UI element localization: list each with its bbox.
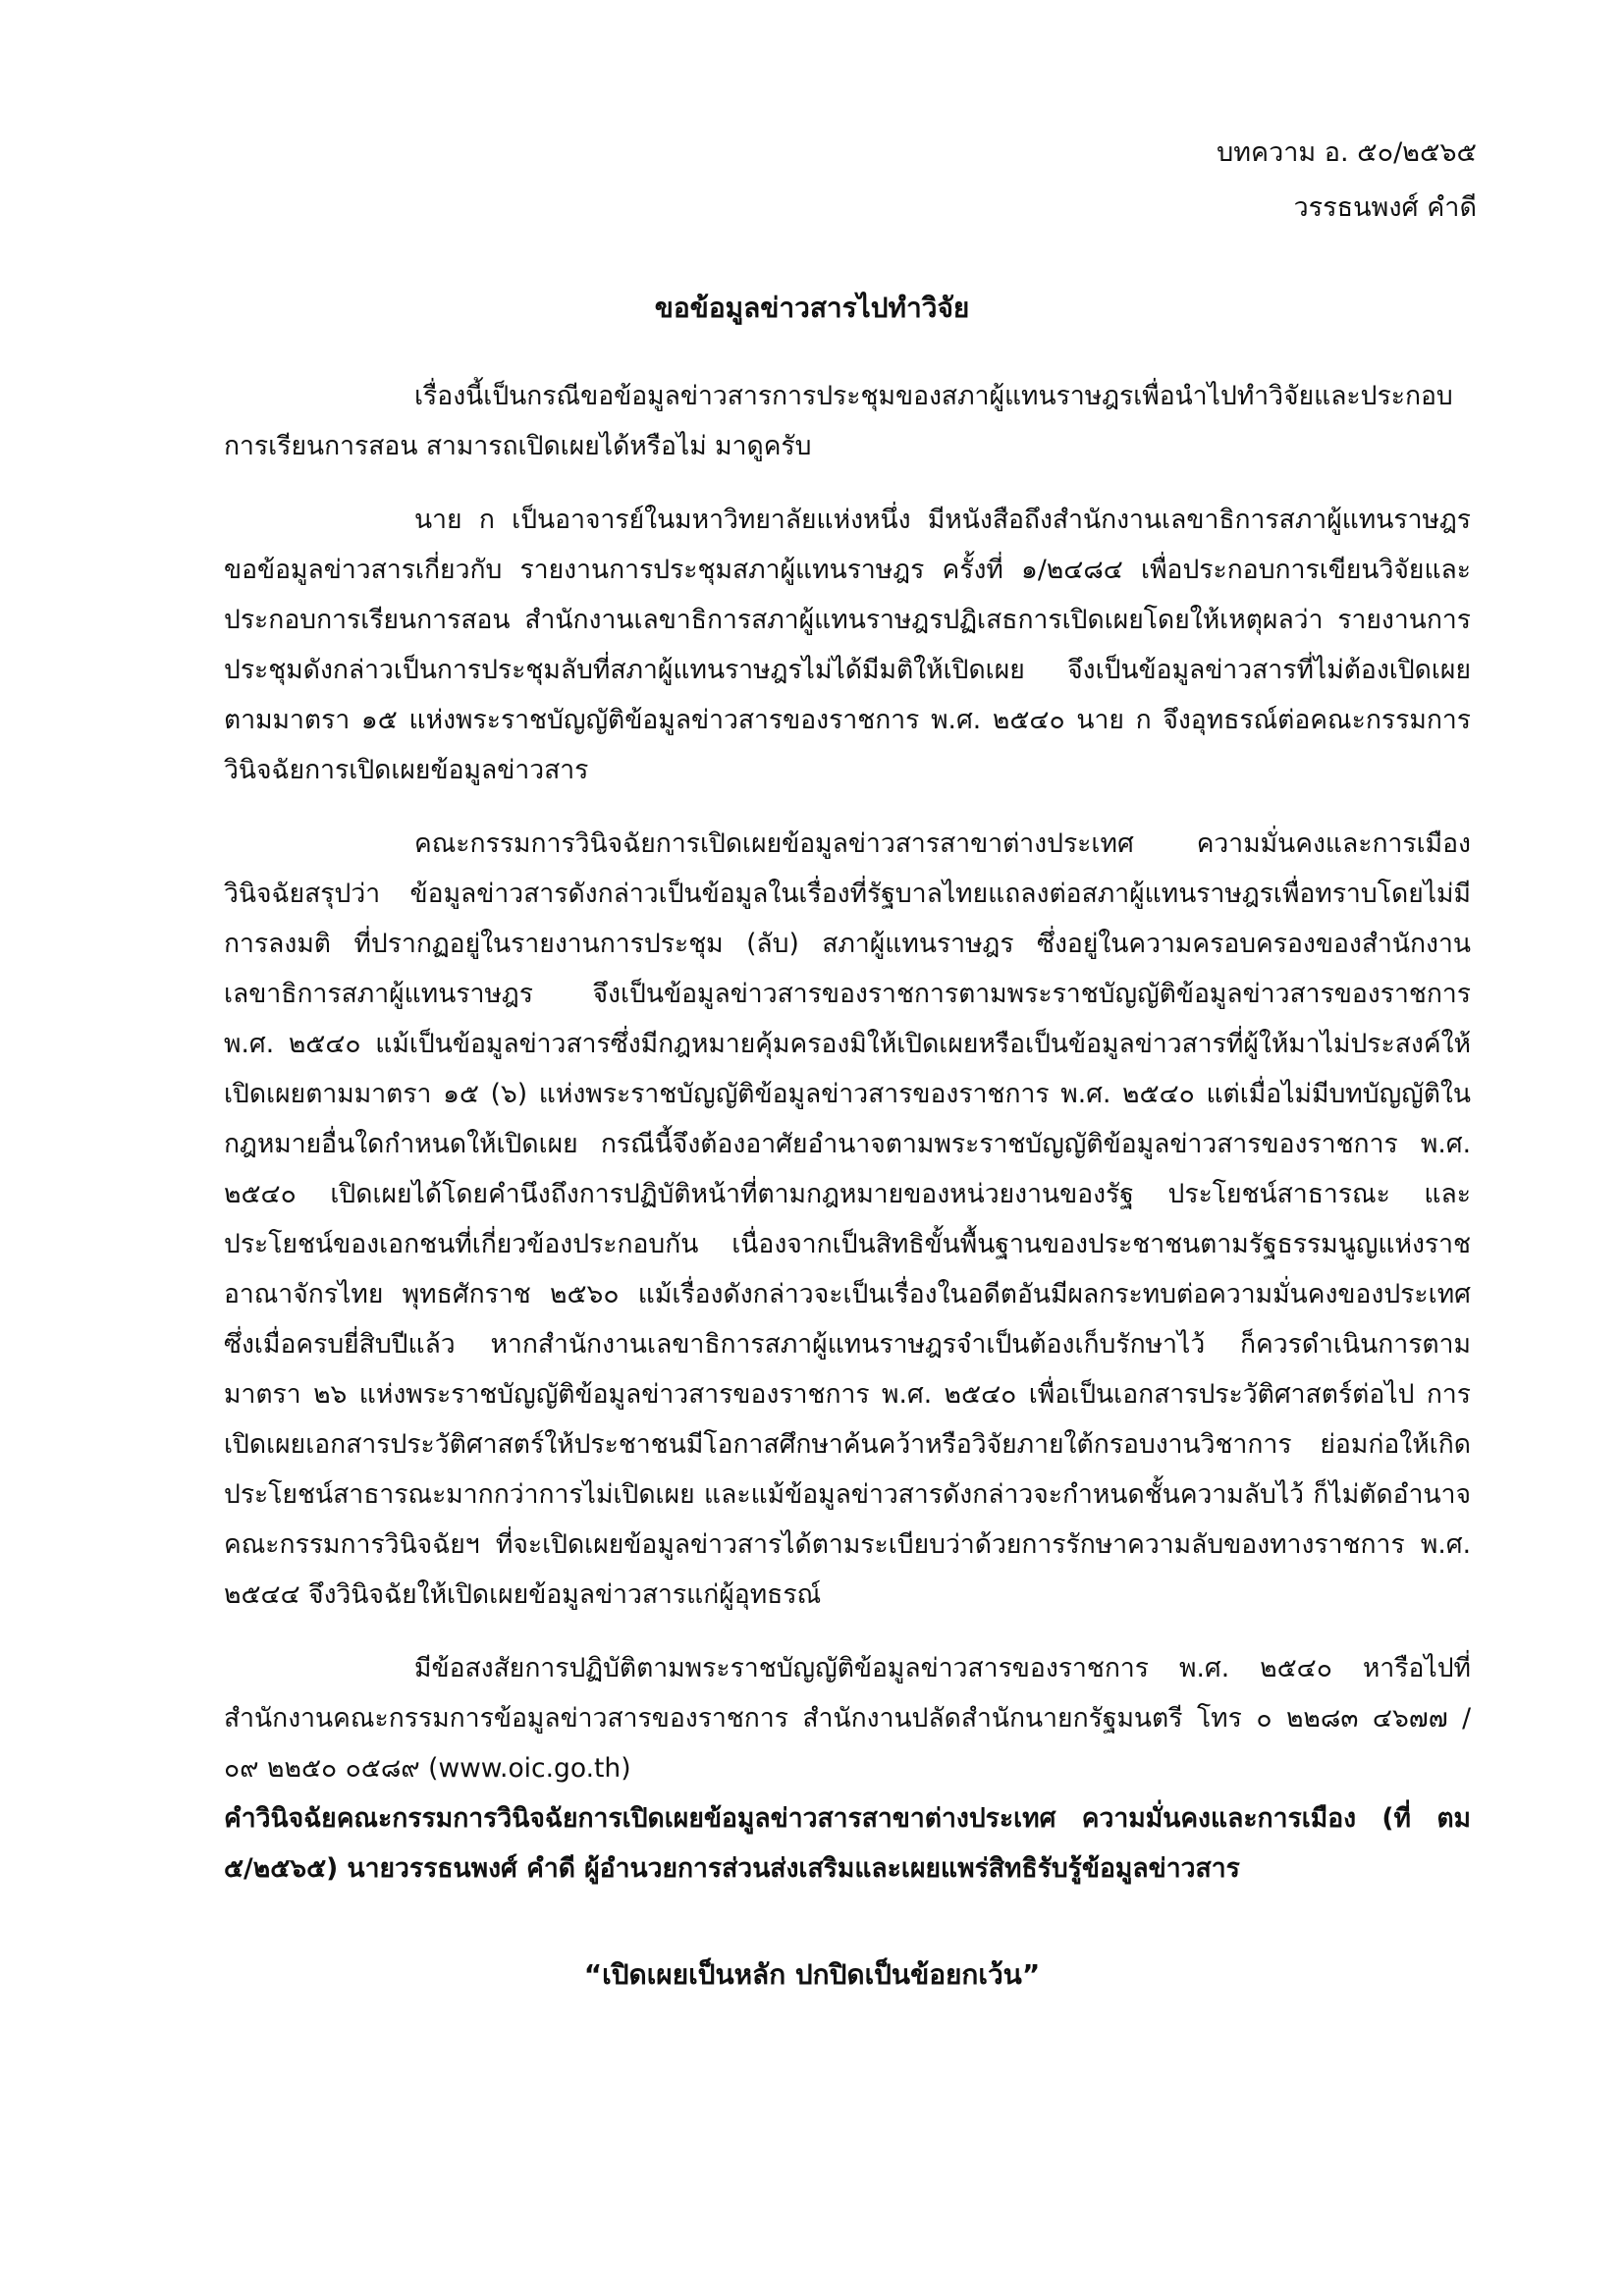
paragraph-case: นาย ก เป็นอาจารย์ในมหาวิทยาลัยแห่งหนึ่ง มีหนังสือถึงสำนักงานเลขาธิการสภาผู้แทนราษฎร ขอข้อมูลข่าวสารเกี่ยวกับ รายงานการประชุมสภาผู้แทนราษฎร ครั้งที่ ๑/๒๔๘๔ เพื่อประกอบการเขียนวิจัยและประกอบการเรียนการสอน สำนักงานเลขาธิการสภาผู้แทนราษฎรปฏิเสธการเปิดเผยโดยให้เหตุผลว่า รายงานการประชุมดังกล่าวเป็นการประชุมลับที่สภาผู้แทนราษฎรไม่ได้มีมติให้เปิดเผย จึงเป็นข้อมูลข่าวสารที่ไม่ต้องเปิดเผยตามมาตรา ๑๕ แห่งพระราชบัญญัติข้อมูลข่าวสารของราชการ พ.ศ. ๒๕๔๐ นาย ก จึงอุทธรณ์ต่อคณะกรรมการวินิจฉัยการเปิดเผยข้อมูลข่าวสาร: [224, 505, 1471, 785]
article-number: บทความ อ. ๕๐/๒๕๖๕: [1217, 137, 1477, 168]
author-name: วรรธนพงศ์ คำดี: [1293, 192, 1477, 223]
ruling-reference: คำวินิจฉัยคณะกรรมการวินิจฉัยการเปิดเผยข้อมูลข่าวสารสาขาต่างประเทศ ความมั่นคงและการเมือง (ที่ ตม ๕/๒๕๖๕) นายวรรธนพงศ์ คำดี ผู้อำนวยการส่วนส่งเสริมและเผยแพร่สิทธิรับรู้ข้อมูลข่าวสาร: [224, 1803, 1471, 1884]
document-header: [1217, 126, 1477, 236]
paragraph-intro: เรื่องนี้เป็นกรณีขอข้อมูลข่าวสารการประชุมของสภาผู้แทนราษฎรเพื่อนำไปทำวิจัยและประกอบการเรียนการสอน สามารถเปิดเผยได้หรือไม่ มาดูครับ: [224, 381, 1453, 461]
paragraph-contact: มีข้อสงสัยการปฏิบัติตามพระราชบัญญัติข้อมูลข่าวสารของราชการ พ.ศ. ๒๕๔๐ หารือไปที่สำนักงานคณะกรรมการข้อมูลข่าวสารของราชการ สำนักงานปลัดสำนักนายกรัฐมนตรี โทร ๐ ๒๒๘๓ ๔๖๗๗ / ๐๙ ๒๒๕๐ ๐๕๘๙ (www.oic.go.th): [224, 1653, 1471, 1784]
paragraph-decision: คณะกรรมการวินิจฉัยการเปิดเผยข้อมูลข่าวสารสาขาต่างประเทศ ความมั่นคงและการเมือง วินิจฉัยสรุปว่า ข้อมูลข่าวสารดังกล่าวเป็นข้อมูลในเรื่องที่รัฐบาลไทยแถลงต่อสภาผู้แทนราษฎรเพื่อทราบโดยไม่มีการลงมติ ที่ปรากฏอยู่ในรายงานการประชุม (ลับ) สภาผู้แทนราษฎร ซึ่งอยู่ในความครอบครองของสำนักงานเลขาธิการสภาผู้แทนราษฎร จึงเป็นข้อมูลข่าวสารของราชการตามพระราชบัญญัติข้อมูลข่าวสารของราชการ พ.ศ. ๒๕๔๐ แม้เป็นข้อมูลข่าวสารซึ่งมีกฎหมายคุ้มครองมิให้เปิดเผยหรือเป็นข้อมูลข่าวสารที่ผู้ให้มาไม่ประสงค์ให้เปิดเผยตามมาตรา ๑๕ (๖) แห่งพระราชบัญญัติข้อมูลข่าวสารของราชการ พ.ศ. ๒๕๔๐ แต่เมื่อไม่มีบทบัญญัติในกฎหมายอื่นใดกำหนดให้เปิดเผย กรณีนี้จึงต้องอาศัยอำนาจตามพระราชบัญญัติข้อมูลข่าวสารของราชการ พ.ศ. ๒๕๔๐ เปิดเผยได้โดยคำนึงถึงการปฏิบัติหน้าที่ตามกฎหมายของหน่วยงานของรัฐ ประโยชน์สาธารณะ และประโยชน์ของเอกชนที่เกี่ยวข้องประกอบกัน เนื่องจากเป็นสิทธิขั้นพื้นฐานของประชาชนตามรัฐธรรมนูญแห่งราชอาณาจักรไทย พุทธศักราช ๒๕๖๐ แม้เรื่องดังกล่าวจะเป็นเรื่องในอดีตอันมีผลกระทบต่อความมั่นคงของประเทศ ซึ่งเมื่อครบยี่สิบปีแล้ว หากสำนักงานเลขาธิการสภาผู้แทนราษฎรจำเป็นต้องเก็บรักษาไว้ ก็ควรดำเนินการตามมาตรา ๒๖ แห่งพระราชบัญญัติข้อมูลข่าวสารของราชการ พ.ศ. ๒๕๔๐ เพื่อเป็นเอกสารประวัติศาสตร์ต่อไป การเปิดเผยเอกสารประวัติศาสตร์ให้ประชาชนมีโอกาสศึกษาค้นคว้าหรือวิจัยภายใต้กรอบงานวิชาการ ย่อมก่อให้เกิดประโยชน์สาธารณะมากกว่าการไม่เปิดเผย และแม้ข้อมูลข่าวสารดังกล่าวจะกำหนดชั้นความลับไว้ ก็ไม่ตัดอำนาจคณะกรรมการวินิจฉัยฯ ที่จะเปิดเผยข้อมูลข่าวสารได้ตามระเบียบว่าด้วยการรักษาความลับของทางราชการ พ.ศ. ๒๕๔๔ จึงวินิจฉัยให้เปิดเผยข้อมูลข่าวสารแก่ผู้อุทธรณ์: [224, 828, 1471, 1610]
slogan: “เปิดเผยเป็นหลัก ปกปิดเป็นข้อยกเว้น”: [583, 1958, 1041, 1991]
document-body: [224, 371, 1471, 1894]
document-title: ขอข้อมูลข่าวสารไปทำวิจัย: [654, 292, 970, 324]
